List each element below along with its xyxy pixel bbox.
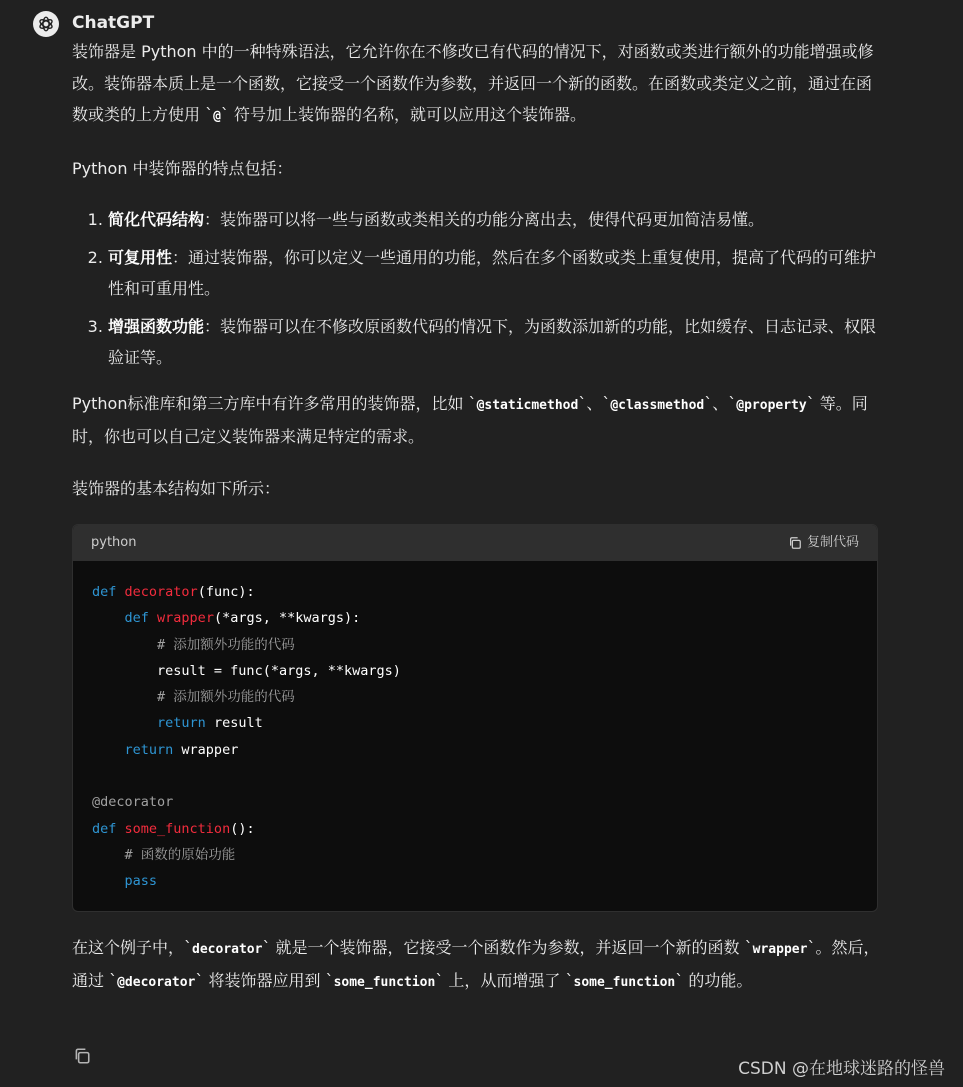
- code-text: result: [205, 715, 263, 732]
- code-keyword: return: [124, 741, 174, 758]
- code-text: ():: [230, 820, 255, 837]
- inline-code: decorator: [192, 941, 263, 957]
- paragraph-text: `、`: [704, 393, 737, 413]
- code-content: [73, 561, 877, 911]
- watermark: CSDN @在地球迷路的怪兽: [738, 1059, 945, 1079]
- copy-icon: [73, 1047, 91, 1065]
- feature-title: 可复用性: [108, 247, 173, 267]
- openai-logo-icon: [37, 15, 55, 33]
- code-function-name: wrapper: [157, 610, 214, 627]
- code-decorator: @decorator: [92, 794, 174, 811]
- code-keyword: def: [92, 820, 117, 837]
- structure-heading: 装饰器的基本结构如下所示：: [72, 478, 281, 498]
- copy-message-button[interactable]: [73, 1047, 91, 1065]
- code-function-name: some_function: [124, 820, 231, 837]
- code-keyword: def: [124, 610, 149, 627]
- code-keyword: def: [92, 584, 117, 600]
- list-item: [108, 204, 882, 236]
- code-language: python: [91, 535, 137, 551]
- explanation-paragraph: [72, 932, 882, 999]
- code-header: [73, 525, 877, 561]
- code-comment: # 函数的原始功能: [124, 846, 236, 863]
- copy-icon: [788, 536, 802, 550]
- list-item: [108, 311, 882, 374]
- code-keyword: return: [157, 715, 206, 732]
- paragraph-text: `、`: [578, 393, 611, 413]
- intro-text: 装饰器是 Python 中的一种特殊语法，它允许你在不修改已有代码的情况下，对函数或类进行额外的功能增强或修改。装饰器本质上是一个函数，它接受一个函数作为参数，并返回一个新的函数。在函数或类定义之前，通过在函数或类的上方使用 `: [72, 42, 874, 124]
- paragraph-text: 在这个例子中，`: [72, 937, 193, 957]
- feature-desc: ：装饰器可以将一些与函数或类相关的功能分离出去，使得代码更加简洁易懂。: [204, 210, 765, 229]
- paragraph-text: `。然后，通过 `: [72, 937, 880, 991]
- assistant-message: [72, 36, 882, 999]
- list-item: [108, 242, 882, 305]
- paragraph-text: ` 的功能。: [675, 971, 753, 991]
- inline-code: @staticmethod: [476, 397, 579, 413]
- code-text: (func):: [197, 584, 255, 600]
- feature-title: 简化代码结构: [108, 210, 205, 229]
- code-text: result = func(*args, **kwargs): [157, 662, 401, 679]
- code-function-name: decorator: [124, 584, 198, 600]
- copy-code-button[interactable]: [788, 527, 859, 559]
- code-text: (*args, **kwargs):: [213, 610, 361, 627]
- paragraph-text: Python标准库和第三方库中有许多常用的装饰器，比如 `: [72, 393, 477, 413]
- paragraph-text: ` 就是一个装饰器，它接受一个函数作为参数，并返回一个新的函数 `: [262, 937, 753, 957]
- inline-code: some_function: [333, 975, 436, 991]
- intro-text: ` 符号加上装饰器的名称，就可以应用这个装饰器。: [220, 105, 587, 124]
- inline-code: some_function: [573, 975, 676, 991]
- intro-paragraph: [72, 36, 882, 133]
- inline-code: wrapper: [752, 941, 808, 957]
- code-block: [72, 524, 878, 912]
- features-heading: Python 中装饰器的特点包括：: [72, 158, 293, 178]
- copy-code-label: 复制代码: [806, 535, 859, 551]
- code-text: wrapper: [173, 741, 239, 758]
- stdlib-paragraph: [72, 388, 882, 453]
- inline-code: @property: [736, 397, 807, 413]
- inline-code: @classmethod: [610, 397, 705, 413]
- code-keyword: pass: [124, 873, 158, 890]
- avatar: [33, 11, 59, 37]
- author-name: ChatGPT: [72, 13, 155, 33]
- paragraph-text: ` 等。同时，你也可以自己定义装饰器来满足特定的需求。: [72, 393, 868, 446]
- inline-code: @decorator: [117, 975, 196, 991]
- paragraph-text: ` 上，从而增强了 `: [435, 971, 574, 991]
- code-comment: # 添加额外功能的代码: [157, 636, 295, 653]
- code-comment: # 添加额外功能的代码: [157, 689, 295, 706]
- features-list: [72, 204, 882, 374]
- feature-title: 增强函数功能: [108, 316, 205, 336]
- feature-desc: ：装饰器可以在不修改原函数代码的情况下，为函数添加新的功能，比如缓存、日志记录、权限验证等。: [108, 316, 877, 367]
- feature-desc: ：通过装饰器，你可以定义一些通用的功能，然后在多个函数或类上重复使用，提高了代码的可维护性和可重用性。: [108, 247, 877, 298]
- paragraph-text: ` 将装饰器应用到 `: [195, 971, 334, 991]
- inline-code: @: [213, 109, 221, 124]
